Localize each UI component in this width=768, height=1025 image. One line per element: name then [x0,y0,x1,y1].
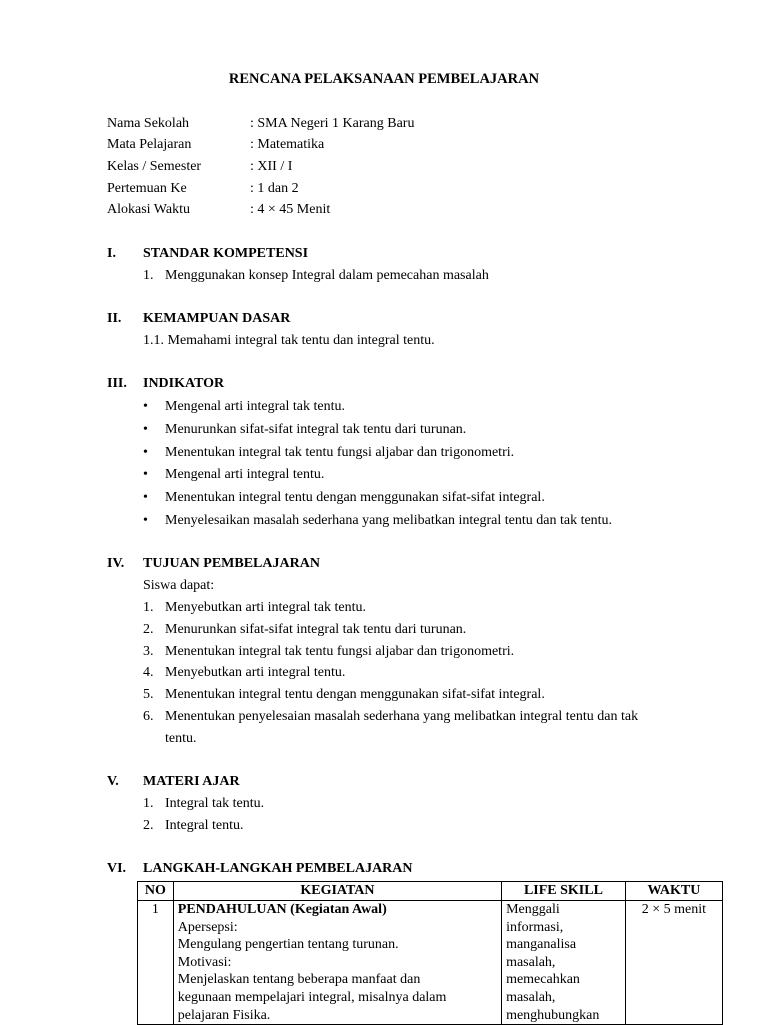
life-skill-line: manganalisa [506,937,577,953]
identity-label-time: Alokasi Waktu [107,202,190,217]
kegiatan-line: Menjelaskan tentang beberapa manfaat dan [177,972,421,988]
kegiatan-line: pelajaran Fisika. [177,1007,271,1023]
list-item: 1.1. Memahami integral tak tentu dan integral tentu. [143,333,435,348]
cell-kegiatan [173,901,501,1025]
kegiatan-line: Motivasi: [177,954,232,970]
section-title: LANGKAH-LANGKAH PEMBELAJARAN [143,861,413,876]
identity-label-class: Kelas / Semester [107,159,202,174]
life-skill-line: masalah, [506,954,556,970]
list-item: Menentukan penyelesaian masalah sederhana yang melibatkan integral tentu dan tak [165,709,639,724]
header-no: NO [138,882,174,901]
list-item: Menentukan integral tak tentu fungsi aljabar dan trigonometri. [165,445,515,460]
section-number: II. [107,311,122,326]
table-header-row [138,882,723,901]
list-item: Menentukan integral tak tentu fungsi aljabar dan trigonometri. [165,644,515,659]
identity-label-meeting: Pertemuan Ke [107,181,187,196]
list-item: Menentukan integral tentu dengan menggunakan sifat-sifat integral. [165,490,545,505]
cell-waktu: 2 × 5 menit [625,901,722,1025]
list-item: Menyelesaikan masalah sederhana yang melibatkan integral tentu dan tak tentu. [165,513,613,528]
bullet-icon: • [143,490,148,505]
section-intro: Siswa dapat: [143,578,215,593]
bullet-icon: • [143,399,148,414]
header-life-skill: LIFE SKILL [502,882,626,901]
kegiatan-line: Mengulang pengertian tentang turunan. [177,937,399,953]
bullet-icon: • [143,513,148,528]
list-item: Menurunkan sifat-sifat integral tak tentu dari turunan. [165,422,467,437]
section-title: TUJUAN PEMBELAJARAN [143,556,320,571]
bullet-icon: • [143,467,148,482]
header-waktu: WAKTU [625,882,722,901]
bullet-icon: • [143,445,148,460]
section-title: INDIKATOR [143,376,225,391]
list-number: 5. [143,687,154,702]
identity-value-time: : 4 × 45 Menit [250,202,331,217]
page-title: RENCANA PELAKSANAAN PEMBELAJARAN [228,71,540,87]
section-number: VI. [107,861,127,876]
life-skill-line: Menggali [506,902,560,917]
kegiatan-line: Apersepsi: [177,919,238,935]
list-number: 1. [143,268,154,283]
life-skill-line: menghubungkan [506,1007,600,1023]
cell-life-skill [502,901,626,1025]
list-item: Integral tak tentu. [165,796,265,811]
list-item: Menggunakan konsep Integral dalam pemecahan masalah [165,268,489,283]
list-number: 1. [143,796,154,811]
section-number: V. [107,774,119,789]
identity-label-school: Nama Sekolah [107,116,190,131]
section-title: STANDAR KOMPETENSI [143,246,309,261]
section-number: III. [107,376,127,391]
list-number: 3. [143,644,154,659]
list-item: Menentukan integral tentu dengan menggunakan sifat-sifat integral. [165,687,545,702]
list-item-continuation: tentu. [165,731,197,746]
table-row [138,901,723,1025]
life-skill-line: informasi, [506,919,564,935]
section-title: KEMAMPUAN DASAR [143,311,291,326]
identity-label-subject: Mata Pelajaran [107,137,192,152]
list-item: Integral tentu. [165,818,244,833]
identity-value-meeting: : 1 dan 2 [250,181,299,196]
list-number: 6. [143,709,154,724]
list-item: Menyebutkan arti integral tak tentu. [165,600,366,615]
kegiatan-line: kegunaan mempelajari integral, misalnya dalam [177,989,447,1005]
identity-value-class: : XII / I [250,159,293,174]
cell-no: 1 [138,901,174,1025]
kegiatan-heading: PENDAHULUAN (Kegiatan Awal) [177,902,387,917]
list-item: Menyebutkan arti integral tentu. [165,665,346,680]
list-number: 2. [143,818,154,833]
lesson-steps-table [137,881,723,1025]
list-number: 2. [143,622,154,637]
list-item: Mengenal arti integral tak tentu. [165,399,345,414]
section-number: I. [107,246,116,261]
section-number: IV. [107,556,125,571]
identity-value-subject: : Matematika [250,137,325,152]
section-title: MATERI AJAR [143,774,240,789]
life-skill-line: memecahkan [506,972,580,988]
identity-value-school: : SMA Negeri 1 Karang Baru [250,116,415,131]
list-item: Mengenal arti integral tentu. [165,467,325,482]
life-skill-line: masalah, [506,989,556,1005]
bullet-icon: • [143,422,148,437]
list-item: Menurunkan sifat-sifat integral tak tentu dari turunan. [165,622,467,637]
list-number: 1. [143,600,154,615]
header-kegiatan: KEGIATAN [173,882,501,901]
list-number: 4. [143,665,154,680]
